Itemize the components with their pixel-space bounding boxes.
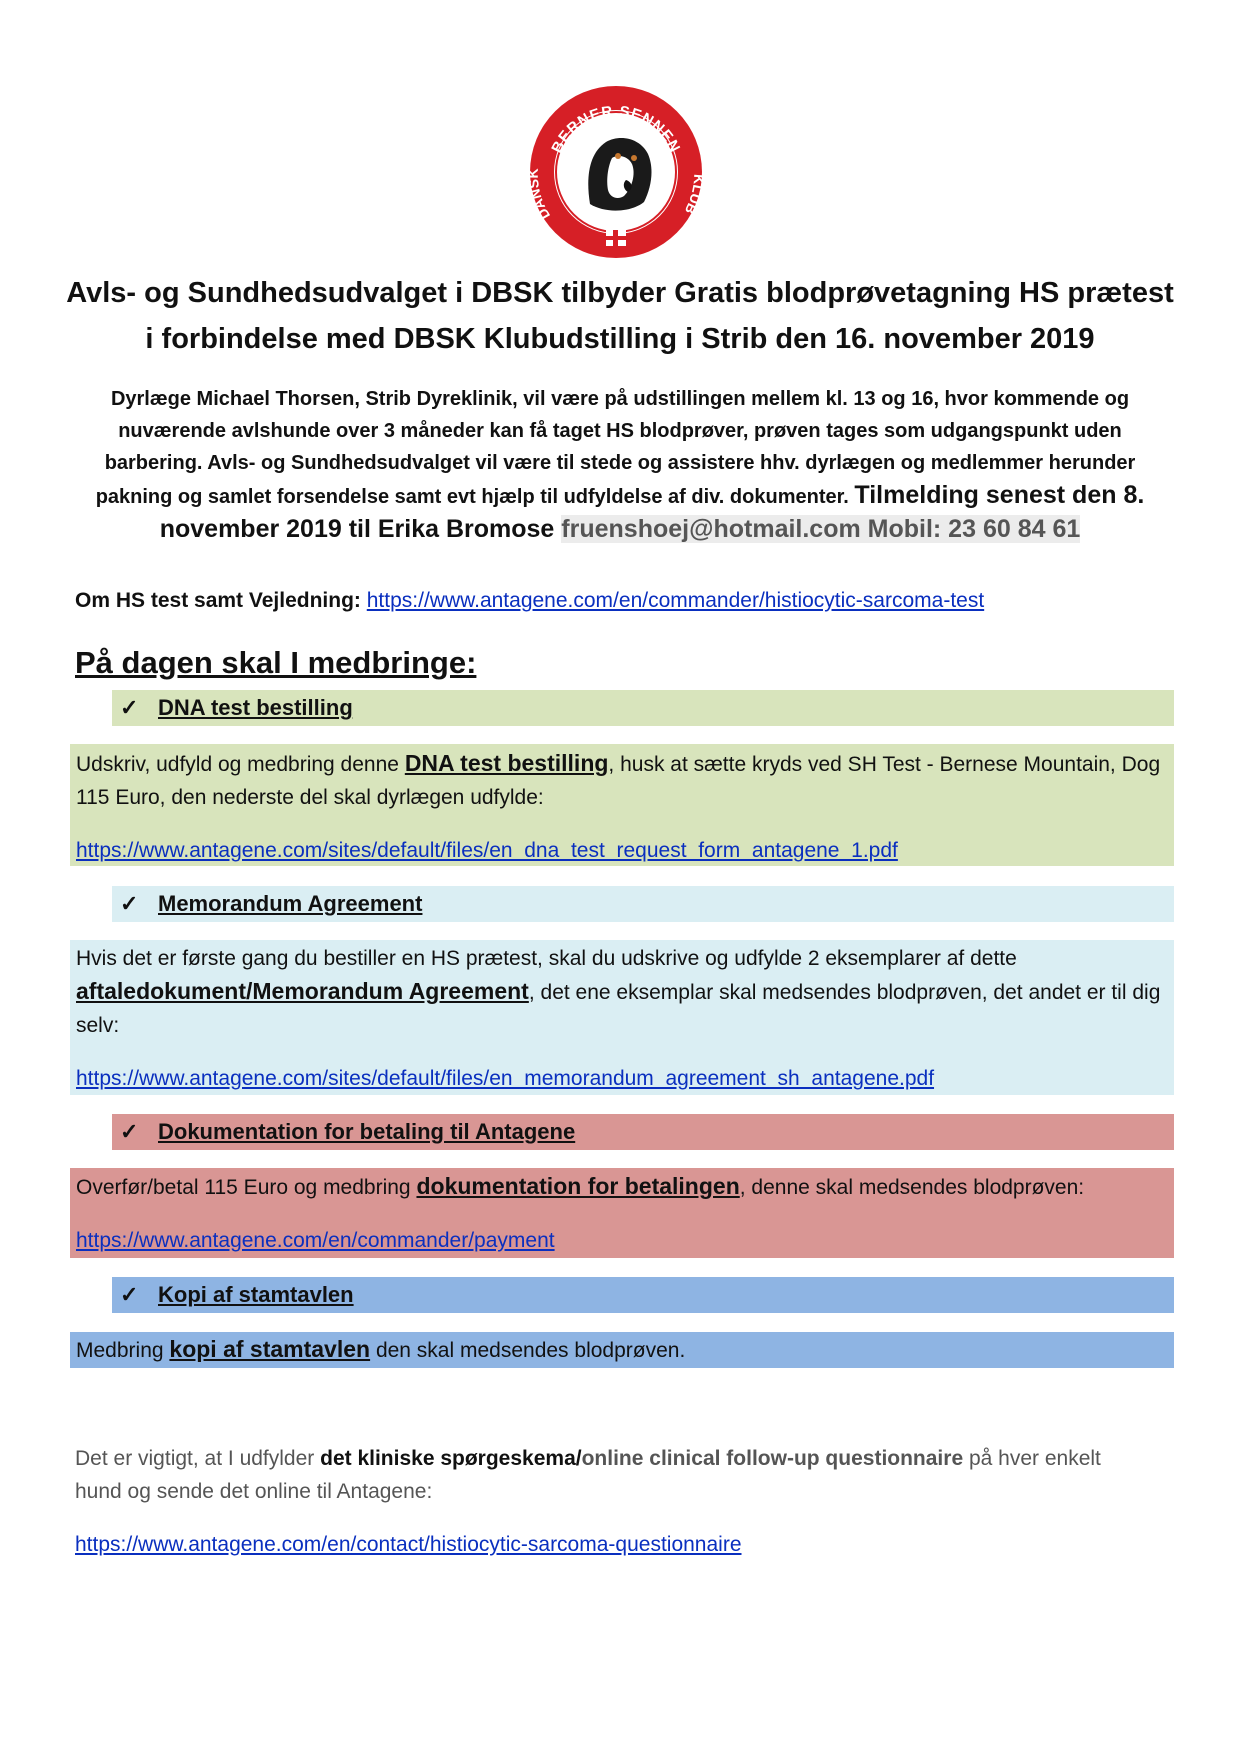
footer-bold-text: det kliniske spørgeskema/ [320,1447,582,1470]
intro-line-1: Dyrlæge Michael Thorsen, Strib Dyreklinik, vil være på udstillingen mellem kl. 13 og 16, hvor kommende og [110,388,1130,410]
item-text: Udskriv, udfyld og medbring denne [76,753,399,776]
svg-text:KLUB: UB [681,191,704,217]
title-line-1: Avls- og Sundhedsudvalget i DBSK tilbyder Gratis blodprøvetagning HS prætest [66,277,1174,309]
item-text: den skal medsendes blodprøven. [375,1339,686,1362]
item-text: , det ene eksemplar skal medsendes blodprøven, det andet er til dig [528,981,1161,1004]
item-text-line-2 [76,975,1168,1009]
item-bold-text: kopi af stamtavlen [169,1336,371,1362]
section-heading: På dagen skal I medbringe: [75,645,477,680]
item-bold-text: DNA test bestilling [404,750,609,776]
item-title-payment: Dokumentation for betaling til Antagene [158,1119,576,1144]
item-text: , denne skal medsendes blodprøven: [739,1176,1085,1199]
footer-line-1 [75,1442,1175,1475]
footer-paragraph [75,1442,1175,1561]
item-text-line [76,747,1168,781]
page-title [60,270,1180,362]
title-line-2: i forbindelse med DBSK Klubudstilling i Strib den 16. november 2019 [145,323,1095,355]
footer-line-2: hund og sende det online til Antagene: [75,1480,433,1503]
item-title-pedigree: Kopi af stamtavlen [158,1282,354,1307]
item-box-memorandum [70,940,1174,1095]
svg-text:DANSK: DAN [528,187,554,223]
item-text: Medbring [76,1339,164,1362]
dna-test-form-link[interactable]: https://www.antagene.com/sites/default/files/en_dna_test_request_form_antagene_1.pdf [76,839,898,862]
checkmark-icon: ✓ [120,1119,139,1144]
footer-text: Det er vigtigt, at I udfylder [75,1447,315,1470]
checkmark-icon: ✓ [120,1282,139,1307]
item-bar-memorandum [112,886,1174,922]
item-text: , husk at sætte kryds ved SH Test - Bernese Mountain, Dog [608,753,1161,776]
item-bold-text: dokumentation for betalingen [416,1173,740,1199]
svg-text:BERNER SENNEN: BERNER SENNEN [548,102,684,156]
item-title-dna-test: DNA test bestilling [158,695,353,720]
memorandum-link[interactable]: https://www.antagene.com/sites/default/files/en_memorandum_agreement_sh_antagene.pdf [76,1067,935,1090]
checkmark-icon: ✓ [120,891,139,916]
item-box-pedigree [70,1332,1174,1368]
registration-deadline: Tilmelding senest den 8. [854,481,1145,509]
item-bold-text: aftaledokument/Memorandum Agreement [76,978,529,1004]
item-text-line-1: Hvis det er første gang du bestiller en HS prætest, skal du udskrive og udfylde 2 eksemplarer af dette [76,947,1017,970]
checkmark-icon: ✓ [120,695,139,720]
intro-line-4-text: pakning og samlet forsendelse samt evt hjælp til udfyldelse af div. dokumenter. [95,486,849,508]
item-title-memorandum: Memorandum Agreement [158,891,423,916]
footer-text: på hver enkelt [968,1447,1101,1470]
questionnaire-link[interactable]: https://www.antagene.com/en/contact/histiocytic-sarcoma-questionnaire [75,1533,742,1556]
item-text-line-3: selv: [76,1014,120,1037]
hs-test-link[interactable]: https://www.antagene.com/en/commander/histiocytic-sarcoma-test [366,589,985,612]
club-logo [528,84,704,260]
item-bar-payment [112,1114,1174,1150]
item-bar-pedigree [112,1277,1174,1313]
intro-line-4 [80,479,1160,513]
item-bar-dna-test [112,690,1174,726]
item-text: Overfør/betal 115 Euro og medbring [76,1176,411,1199]
intro-line-2: nuværende avlshunde over 3 måneder kan få taget HS blodprøver, prøven tages som udgangspunkt uden [118,420,1122,442]
item-text-line-2: 115 Euro, den nederste del skal dyrlægen udfylde: [76,786,544,809]
hs-info-label: Om HS test samt Vejledning: [75,589,361,612]
footer-bold-grey-text: online clinical follow-up questionnaire [581,1447,964,1470]
intro-line-5 [80,513,1160,545]
contact-info: fruenshoej@hotmail.com Mobil: 23 60 84 61 [561,515,1081,543]
item-text-line [76,1170,1168,1204]
berner-sennen-dog-logo-icon [528,84,704,260]
registration-contact-name: november 2019 til Erika Bromose [159,515,555,543]
payment-link[interactable]: https://www.antagene.com/en/commander/payment [76,1229,555,1252]
item-box-dna-test [70,744,1174,866]
intro-paragraph [80,383,1160,545]
intro-line-3: barbering. Avls- og Sundhedsudvalget vil være til stede og assistere hhv. dyrlægen og medlemmer herunder [104,452,1136,474]
item-box-payment [70,1168,1174,1258]
hs-info-row [75,584,1175,617]
